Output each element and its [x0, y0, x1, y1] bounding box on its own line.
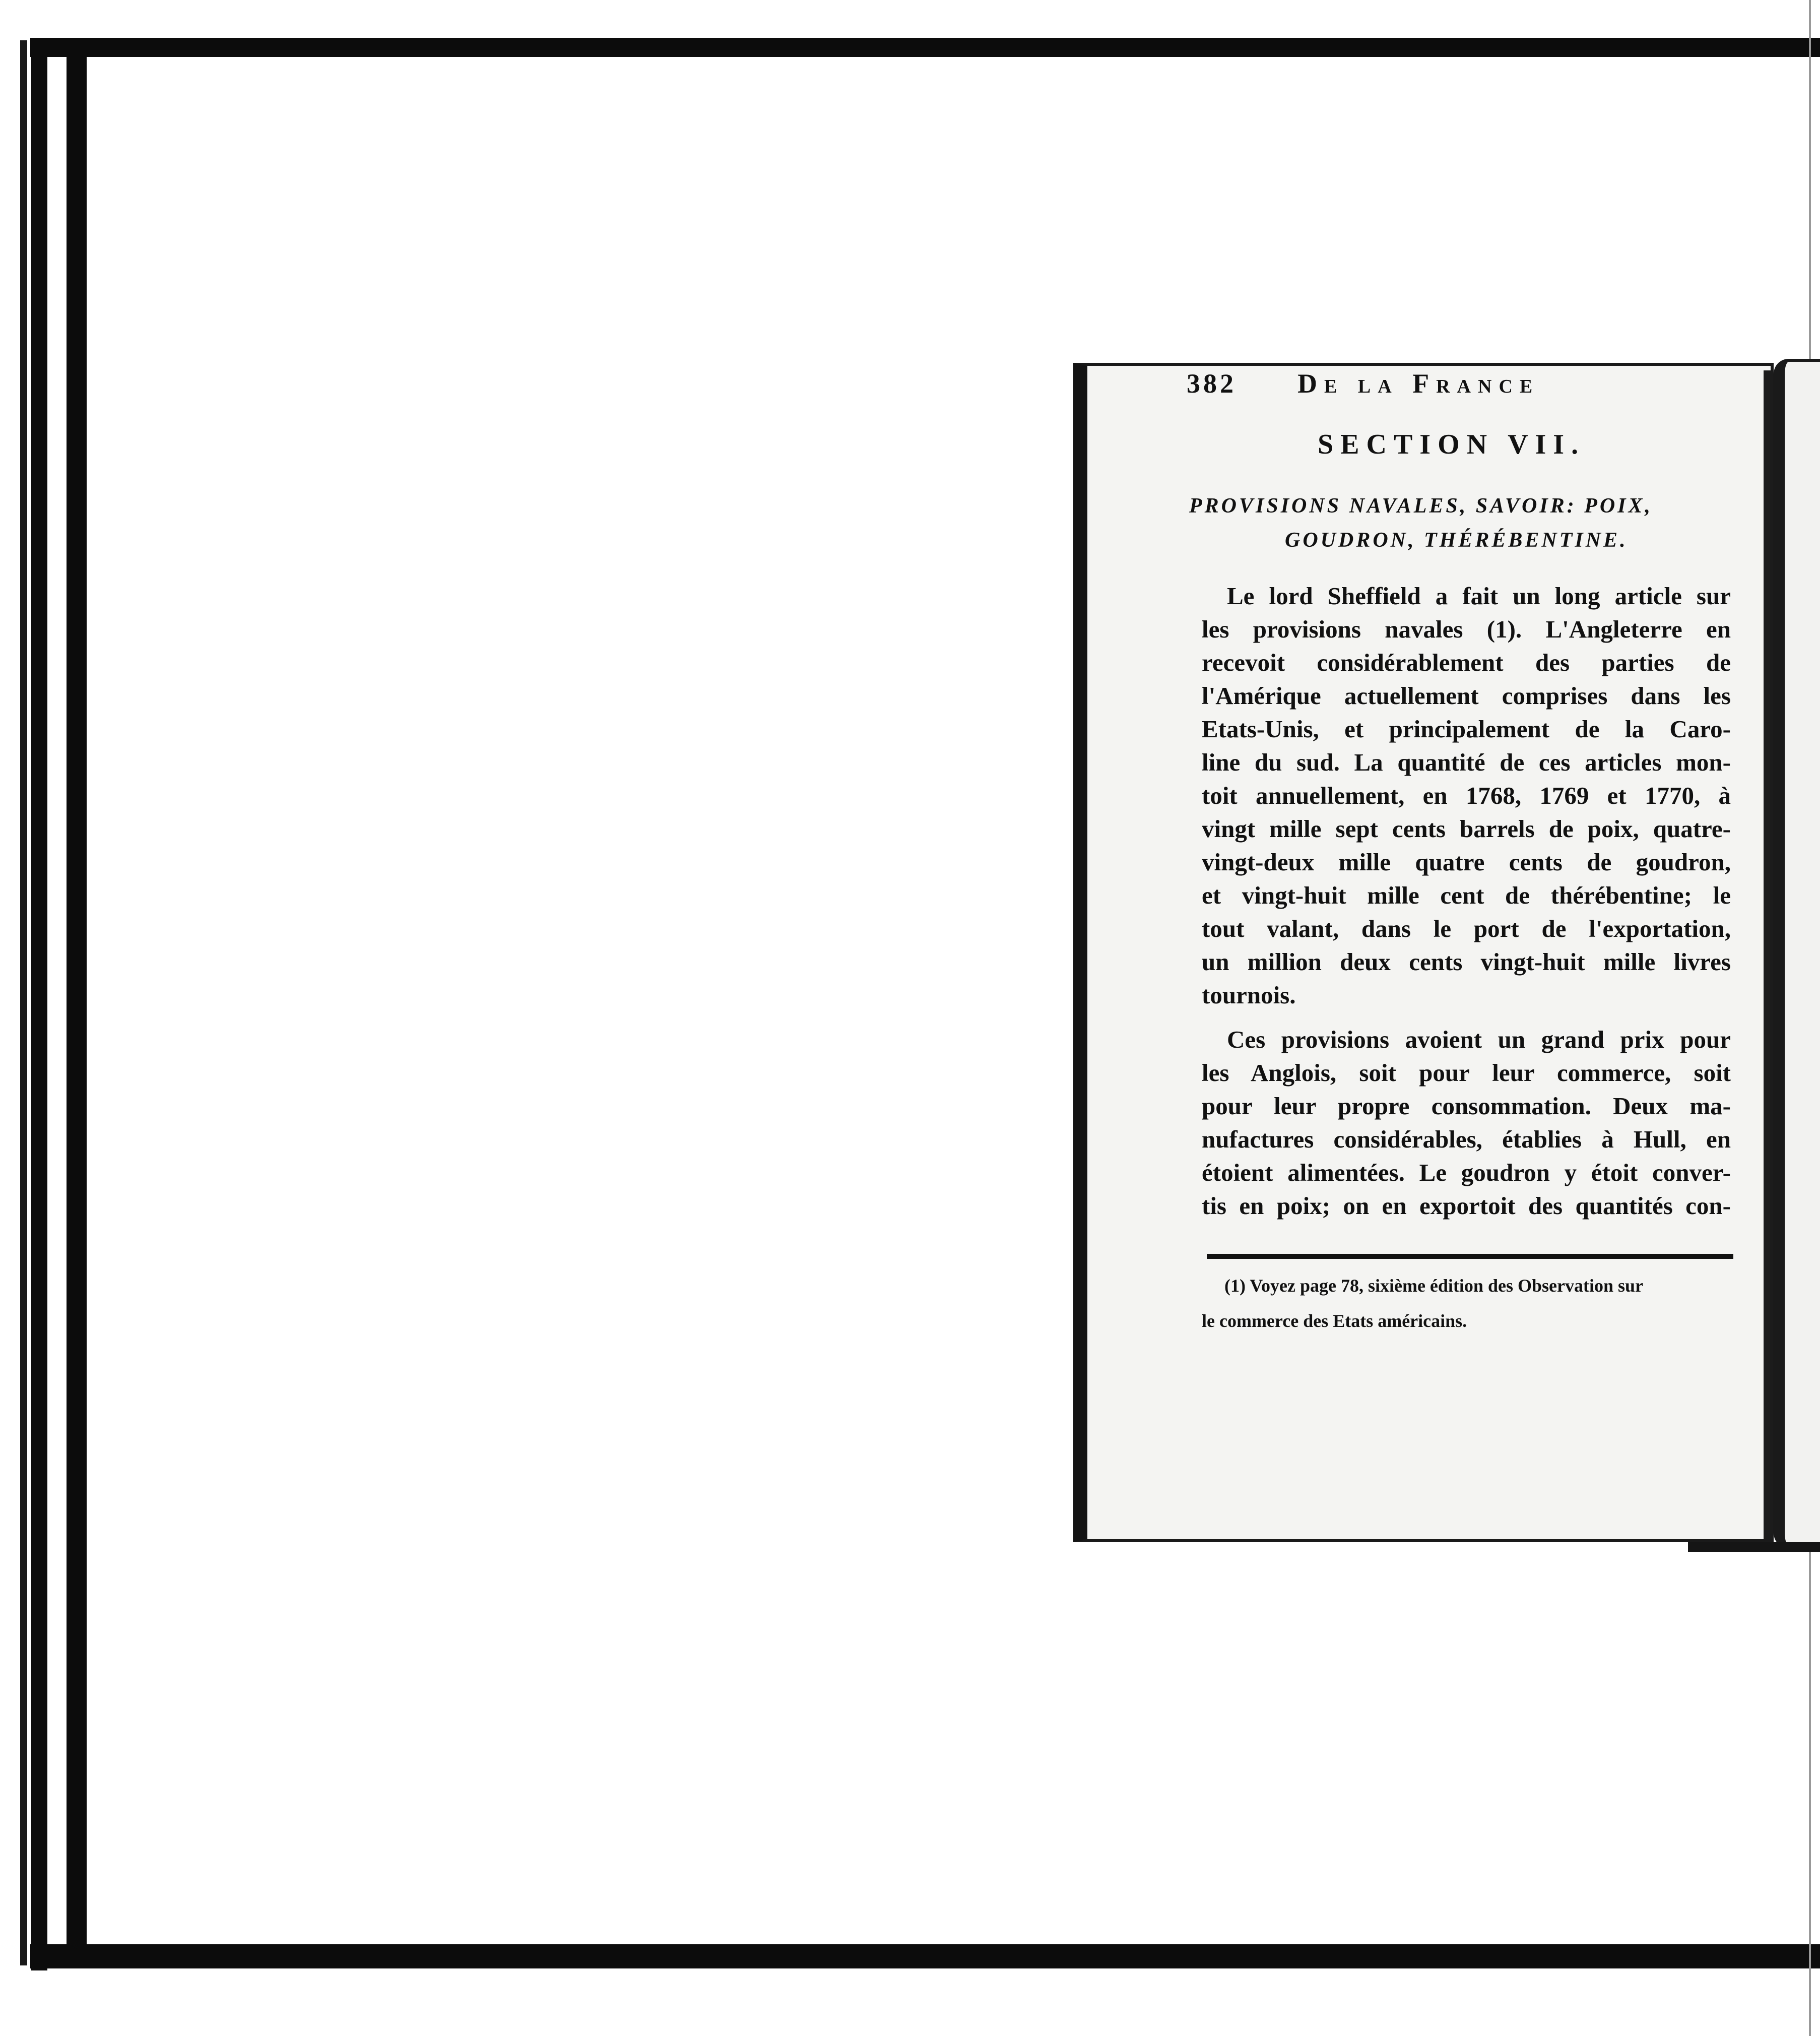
body-line: recevoit considérablement des parties de	[1202, 649, 1731, 676]
body-line: Le lord Sheffield a fait un long article sur	[1227, 582, 1731, 610]
subject-line: PROVISIONS NAVALES, SAVOIR: POIX,	[1189, 494, 1653, 518]
body-line: tout valant, dans le port de l'exportation,	[1202, 915, 1731, 942]
frame-border-top	[30, 38, 1820, 57]
page-gutter	[1764, 370, 1773, 1540]
body-line: Ces provisions avoient un grand prix pour	[1227, 1026, 1731, 1053]
body-line: les provisions navales (1). L'Angleterre en	[1202, 615, 1731, 643]
body-line: vingt-deux mille quatre cents de goudron,	[1202, 848, 1731, 876]
frame-top-margin	[0, 0, 1820, 15]
frame-border-left-outer	[31, 40, 47, 1970]
body-line: nufactures considérables, établies à Hull, en	[1202, 1125, 1731, 1153]
body-line: toit annuellement, en 1768, 1769 et 1770, à	[1202, 782, 1731, 809]
body-line: étoient alimentées. Le goudron y étoit conver-	[1202, 1159, 1731, 1186]
page-bottom-edge	[1688, 1542, 1820, 1552]
page-number: 382	[1187, 368, 1237, 399]
frame-border-bottom	[30, 1944, 1820, 1968]
body-line: pour leur propre consommation. Deux ma-	[1202, 1092, 1731, 1120]
running-head	[1187, 368, 1731, 403]
body-line: line du sud. La quantité de ces articles mon-	[1202, 748, 1731, 776]
body-line: l'Amérique actuellement comprises dans les	[1202, 682, 1731, 710]
frame-border-left-inner	[67, 40, 87, 1965]
frame-border-left-mark	[20, 40, 27, 1965]
footnote-rule	[1207, 1254, 1733, 1259]
running-title: De la France	[1297, 368, 1540, 399]
body-line: les Anglois, soit pour leur commerce, soit	[1202, 1059, 1731, 1087]
facing-page-edge	[1774, 359, 1820, 1548]
subject-line: GOUDRON, THÉRÉBENTINE.	[1285, 529, 1628, 552]
section-heading: SECTION VII.	[1318, 429, 1586, 460]
footnote-line: (1) Voyez page 78, sixième édition des Observation sur	[1224, 1276, 1643, 1296]
body-line: vingt mille sept cents barrels de poix, quatre-	[1202, 815, 1731, 843]
body-line: Etats-Unis, et principalement de la Caro-	[1202, 715, 1731, 743]
body-line: tis en poix; on en exportoit des quantités con-	[1202, 1192, 1731, 1220]
body-line: un million deux cents vingt-huit mille livres	[1202, 948, 1731, 976]
body-line: tournois.	[1202, 981, 1296, 1009]
body-line: et vingt-huit mille cent de thérébentine; le	[1202, 881, 1731, 909]
footnote-line: le commerce des Etats américains.	[1202, 1311, 1467, 1331]
